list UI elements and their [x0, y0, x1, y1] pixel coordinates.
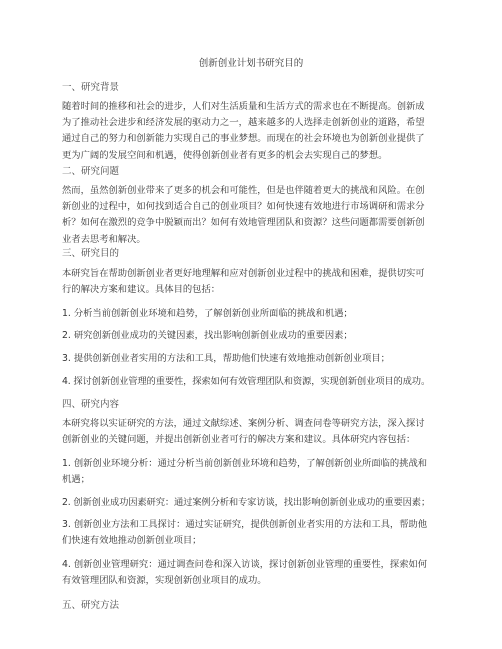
list-item	[62, 328, 446, 344]
list-item-line: 1. 分析当前创新创业环境和趋势，了解创新创业所面临的挑战和机遇；	[62, 308, 353, 319]
list-item-line: 1. 创新创业环境分析：通过分析当前创新创业环境和趋势，了解创新创业所面临的挑战和	[62, 458, 428, 469]
paragraph-line: 通过自己的努力和创新能力实现自己的事业梦想。而现在的社会环境也为创新创业提供了	[62, 133, 425, 145]
list-item-line: 3. 创新创业方法和工具探讨：通过实证研究，提供创新创业者实用的方法和工具，帮助他	[62, 519, 428, 530]
paragraph-line: 随着时间的推移和社会的进步，人们对生活质量和生活方式的需求也在不断提高。创新成	[62, 101, 425, 112]
list-item	[62, 557, 446, 589]
list-item-line: 们快速有效地推动创新创业项目；	[62, 535, 202, 547]
section-paragraph-background	[62, 99, 442, 164]
paragraph-line: 然而，虽然创新创业带来了更多的机会和可能性，但是也伴随着更大的挑战和风险。在创	[62, 185, 425, 196]
section-paragraph-problem	[62, 183, 442, 248]
section-paragraph-purpose	[62, 266, 442, 298]
paragraph-line: 为了推动社会进步和经济发展的驱动力之一，越来越多的人选择走创新创业的道路，希望	[62, 117, 425, 129]
document-title: 创新创业计划书研究目的	[198, 58, 304, 69]
list-item-line: 4. 探讨创新创业管理的重要性，探索如何有效管理团队和资源，实现创新创业项目的成功。	[62, 376, 431, 387]
section-heading-content: 四、研究内容	[62, 399, 120, 410]
section-heading-problem: 二、研究问题	[62, 166, 120, 177]
paragraph-line: 本研究将以实证研究的方法，通过文献综述、案例分析、调查问卷等研究方法，深入探讨	[62, 418, 425, 429]
list-item	[62, 306, 446, 322]
list-item	[62, 517, 446, 549]
section-heading-method: 五、研究方法	[62, 600, 120, 611]
list-item-line: 3. 提供创新创业者实用的方法和工具，帮助他们快速有效地推动创新创业项目；	[62, 353, 390, 364]
list-item	[62, 351, 446, 367]
section-heading-background: 一、研究背景	[62, 82, 120, 93]
paragraph-line: 更为广阔的发展空间和机遇，使得创新创业者有更多的机会去实现自己的梦想。	[62, 149, 388, 161]
list-item-line: 有效管理团队和资源，实现创新创业项目的成功。	[62, 575, 267, 587]
list-item-line: 2. 研究创新创业成功的关键因素，找出影响创新创业成功的重要因素；	[62, 330, 353, 341]
section-paragraph-content	[62, 416, 442, 448]
paragraph-line: 析？如何在激烈的竞争中脱颖而出？如何有效地管理团队和资源？这些问题都需要创新创	[62, 217, 425, 229]
list-item-line: 机遇；	[62, 474, 90, 486]
section-heading-purpose: 三、研究目的	[62, 248, 120, 259]
paragraph-line: 创新创业的关键问题，并提出创新创业者可行的解决方案和建议。具体研究内容包括：	[62, 434, 416, 446]
list-item	[62, 495, 446, 511]
paragraph-line: 本研究旨在帮助创新创业者更好地理解和应对创新创业过程中的挑战和困难，提供切实可	[62, 268, 425, 279]
list-item	[62, 456, 446, 488]
paragraph-line: 新创业的过程中，如何找到适合自己的创业项目？如何快速有效地进行市场调研和需求分	[62, 201, 425, 213]
paragraph-line: 行的解决方案和建议。具体目的包括：	[62, 284, 221, 296]
list-item-line: 4. 创新创业管理研究：通过调查问卷和深入访谈，探讨创新创业管理的重要性，探索如何	[62, 559, 428, 570]
paragraph-line: 业者去思考和解决。	[62, 233, 146, 245]
list-item-line: 2. 创新创业成功因素研究：通过案例分析和专家访谈，找出影响创新创业成功的重要因素；	[62, 497, 431, 508]
list-item	[62, 374, 446, 390]
